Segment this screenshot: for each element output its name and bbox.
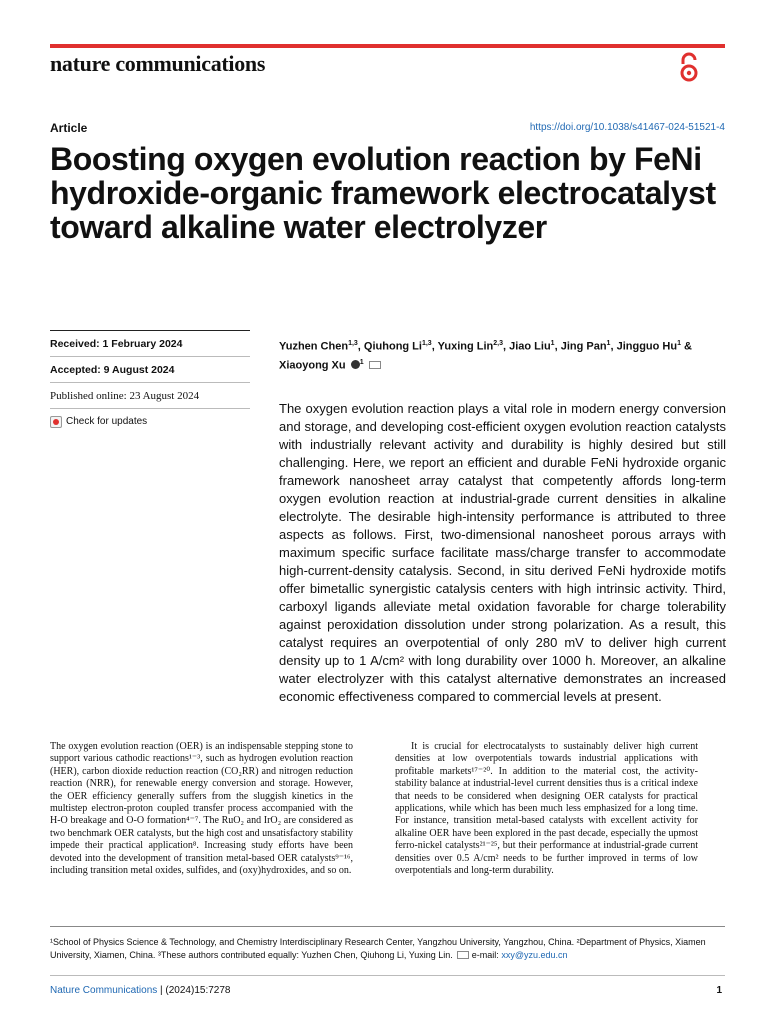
author-name[interactable]: Xiaoyong Xu (279, 359, 346, 372)
author-list: Yuzhen Chen$^{1,3}$, Qiuhong Li$^{1,3}$, Yuxing Lin$^{2,3}$, Jiao Liu$^1$, Jing Pan$^1$, Jingguo Hu$^1$ & Xiaoyong Xu $^1$ (279, 340, 692, 372)
author-ampersand: & (684, 340, 692, 353)
article-type: Article (50, 121, 88, 135)
author-affiliation: 1 (606, 340, 611, 347)
published-date: Published online: 23 August 2024 (50, 382, 250, 408)
author-affiliation: 1,3 (421, 340, 432, 347)
footnote-divider (50, 926, 725, 927)
footer-divider (50, 975, 725, 976)
mail-icon (457, 951, 469, 959)
author-affiliation: 1 (359, 358, 364, 366)
affiliation-footnotes (50, 936, 725, 962)
author-name[interactable]: Yuzhen Chen (279, 340, 349, 353)
article-title: Boosting oxygen evolution reaction by FeNi hydroxide-organic framework electrocatalyst toward alkaline water electrolyzer (50, 141, 716, 245)
journal-name: nature communications (50, 51, 266, 76)
doi-link[interactable]: https://doi.org/10.1038/s41467-024-51521-4 (529, 122, 725, 133)
page-footer (50, 985, 230, 996)
orcid-icon[interactable] (351, 360, 360, 369)
author-affiliation: 1 (550, 340, 555, 347)
check-updates-icon (50, 416, 62, 428)
email-label: e-mail: (471, 950, 499, 960)
author-name[interactable]: Qiuhong Li (363, 340, 422, 353)
body-text-column-2: It is crucial for electrocatalysts to sustainably deliver high current densities at low overpotentials towards industrial applications with profitable markets¹⁷⁻²⁰. In addition to the material cost, the activity-stability balance at industrial-level current densities thus is a critical indexe that needs to be considered when designing OER catalysts for practical applications, while which has been much less emphasized for a long time. For instance, transition metal-based catalysts with excellent activity for alkaline OER have been explored in the past decade, especially the upmost ferro-nickel catalysts²¹⁻²⁵, but their performance at industrial-grade current densities over 0.5 A/cm² needs to be further improved in terms of low overpotentials and long-term durability. (395, 741, 698, 877)
author-name[interactable]: Jiao Liu (509, 340, 551, 353)
journal-accent-bar (50, 44, 725, 48)
received-date: Received: 1 February 2024 (50, 330, 250, 356)
author-name[interactable]: Jingguo Hu (616, 340, 678, 353)
check-updates-label: Check for updates (66, 416, 148, 427)
mail-icon[interactable] (369, 361, 381, 369)
accepted-date: Accepted: 9 August 2024 (50, 356, 250, 382)
check-for-updates[interactable] (50, 408, 250, 434)
open-access-icon (678, 52, 700, 84)
corresponding-email-link[interactable]: xxy@yzu.edu.cn (501, 950, 568, 960)
body-text-column-1: The oxygen evolution reaction (OER) is an indispensable stepping stone to support various cathodic reactions¹⁻³, such as hydrogen evolution reaction (HER), carbon dioxide reduction reaction (CO₂RR) and nitrogen reduction reaction (NRR), for renewable energy conversion and storage. However, the OER efficiency generally suffers from the sluggish kinetics in the multistep electron-proton coupled transfer process accompanied with the H-O breakage and O-O formation⁴⁻⁷. The RuO₂ and IrO₂ are considered as two benchmark OER catalysts, but the high cost and unsatisfactory stability impede their practical application⁸. Increasing study efforts have been devoted into the development of transition metal-based OER catalysts⁹⁻¹⁶, including transition metal oxides, sulfides, and (oxy)hydroxides, and so on. (50, 741, 353, 877)
author-affiliation: 1 (677, 340, 681, 347)
author-name[interactable]: Jing Pan (560, 340, 607, 353)
abstract: The oxygen evolution reaction plays a vital role in modern energy conversion and storage, and developing cost-efficient oxygen evolution reaction catalysts with industrially relevant activity and durability is highly desired but still challenging. Here, we report an efficient and durable FeNi hydroxide organic framework nanosheet array catalyst that competently affords long-term oxygen evolution reaction at industrial-grade current densities in alkaline electrolyte. The desirable high-intensity performance is attributed to three aspects as follows. First, two-dimensional nanosheet porous arrays with maximum specific surface facilitate mass/charge transfer to accommodate high-current-density catalysis. Second, in situ derived FeNi hydroxide motifs offer bimetallic synergistic catalysis centers with high intrinsic activity. Third, carboxyl ligands alleviate metal oxidation favorable for charge tolerability against peroxidation dissolution under strong polarization. As a result, this catalyst requires an overpotential of only 280 mV to deliver high current density up to 1 A/cm² with long durability over 1000 h. Moreover, an alkaline water electrolyzer with this catalyst alternative demonstrates an increased economic effectiveness compared to commercial levels at present. (279, 401, 726, 704)
author-name[interactable]: Yuxing Lin (437, 340, 494, 353)
page-number: 1 (716, 985, 722, 996)
affiliation-text: ¹School of Physics Science & Technology, and Chemistry Interdisciplinary Research Center, Yangzhou University, Yangzhou, China. ²Department of Physics, Xiamen University, Xiamen, China. ³These authors contributed equally: Yuzhen Chen, Qiuhong Li, Yuxing Lin. (50, 937, 706, 960)
footer-journal-link[interactable]: Nature Communications (50, 985, 158, 996)
article-dates (50, 330, 250, 434)
author-affiliation: 2,3 (493, 340, 503, 347)
footer-citation: | (2024)15:7278 (157, 985, 231, 996)
author-affiliation: 1,3 (348, 340, 358, 347)
